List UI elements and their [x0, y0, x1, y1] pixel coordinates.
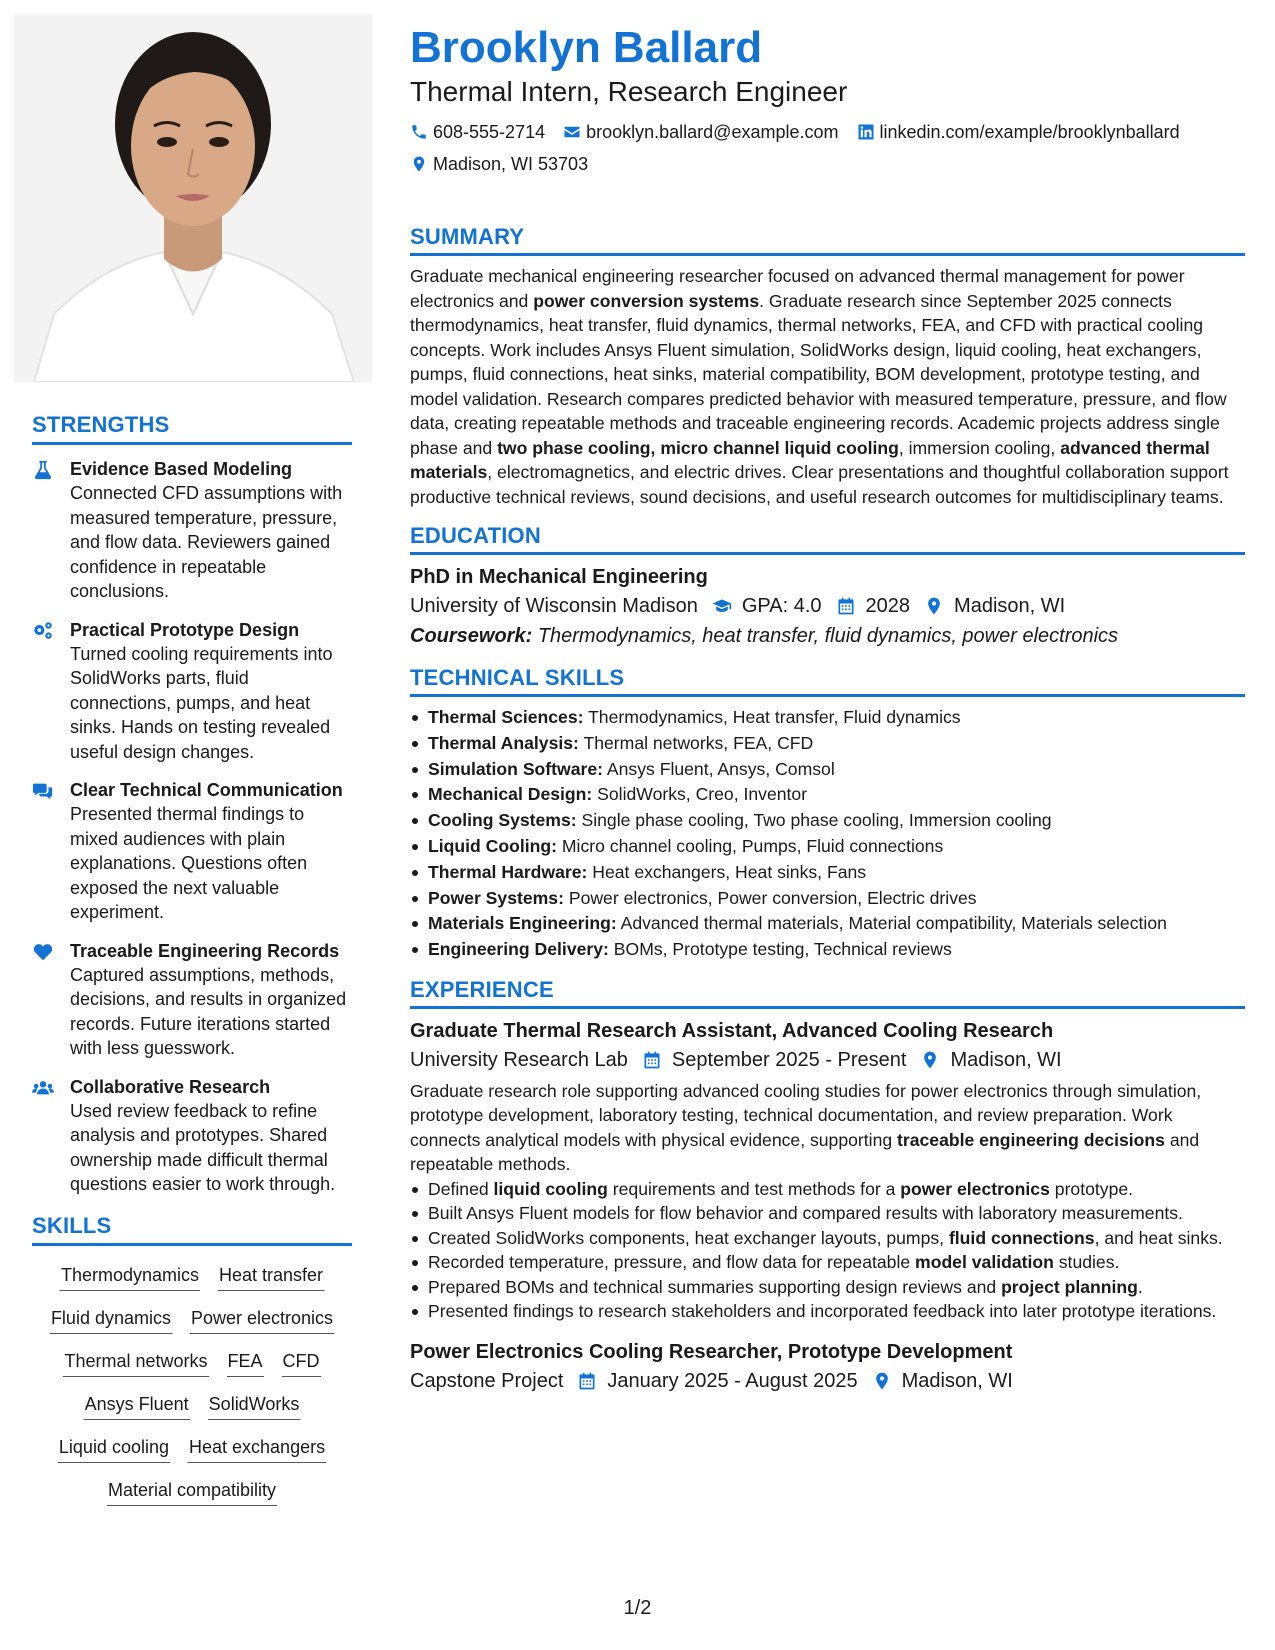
technical-skills-list [410, 705, 1245, 963]
skills-section [32, 1213, 352, 1506]
strength-item [32, 618, 352, 765]
technical-skills-heading: TECHNICAL SKILLS [410, 665, 1245, 697]
profile-photo [14, 14, 372, 382]
job-dates: September 2025 - Present [642, 1045, 907, 1075]
strength-item [32, 457, 352, 604]
strength-item [32, 1075, 352, 1197]
education-section [410, 523, 1245, 651]
skill-chip: Liquid cooling [58, 1434, 170, 1463]
left-sections [32, 412, 352, 1506]
phone-icon [410, 123, 428, 141]
gpa: GPA: 4.0 [712, 591, 822, 621]
skill-chip: Thermal networks [63, 1348, 208, 1377]
contact-email[interactable] [563, 116, 838, 148]
calendar-icon [577, 1371, 597, 1391]
strength-title: Collaborative Research [70, 1076, 271, 1097]
candidate-title: Thermal Intern, Research Engineer [410, 76, 848, 107]
list-item: Liquid Cooling: Micro channel cooling, Pumps, Fluid connections [410, 834, 1245, 860]
job-description: Graduate research role supporting advanced cooling studies for power electronics through simulation, prototype development, laboratory testing, technical documentation, and review preparation. Work connects analytical models with physical evidence, supporting traceable engineering decisions and repeatable methods. [410, 1080, 1202, 1175]
skill-chip: Thermodynamics [60, 1262, 200, 1291]
list-item: Thermal Sciences: Thermodynamics, Heat transfer, Fluid dynamics [410, 705, 1245, 731]
email-text: brooklyn.ballard@example.com [586, 122, 839, 142]
list-item: Thermal Hardware: Heat exchangers, Heat sinks, Fans [410, 860, 1245, 886]
technical-skills-section [410, 665, 1245, 963]
education-location: Madison, WI [924, 591, 1065, 621]
list-item: Presented findings to research stakeholders and incorporated feedback into later prototype iterations. [410, 1299, 1245, 1324]
education-meta [410, 591, 1245, 621]
skill-chip: Ansys Fluent [84, 1391, 190, 1420]
strength-title: Clear Technical Communication [70, 780, 343, 800]
strength-description: Presented thermal findings to mixed audiences with plain explanations. Questions often exposed the next valuable experiment. [70, 804, 308, 922]
skills-heading: SKILLS [32, 1213, 352, 1246]
linkedin-text: linkedin.com/example/brooklynballard [879, 122, 1180, 142]
education-heading: EDUCATION [410, 523, 1245, 555]
skill-chip: CFD [282, 1348, 321, 1377]
graduation-cap-icon [712, 596, 732, 616]
job-entry [410, 1338, 1245, 1396]
heart-icon [32, 939, 70, 1061]
list-item: Recorded temperature, pressure, and flow data for repeatable model validation studies. [410, 1250, 1245, 1275]
experience-section [410, 977, 1245, 1396]
job-title: Graduate Thermal Research Assistant, Advanced Cooling Research [410, 1019, 1054, 1042]
degree-title: PhD in Mechanical Engineering [410, 566, 708, 588]
job-location: Madison, WI [872, 1366, 1013, 1396]
list-item: Materials Engineering: Advanced thermal materials, Material compatibility, Materials selection [410, 911, 1245, 937]
contact-phone[interactable] [410, 116, 545, 148]
strengths-heading: STRENGTHS [32, 412, 352, 445]
list-item: Simulation Software: Ansys Fluent, Ansys, Comsol [410, 757, 1245, 783]
experience-heading: EXPERIENCE [410, 977, 1245, 1009]
map-pin-icon [920, 1050, 940, 1070]
skill-chip: Fluid dynamics [50, 1305, 172, 1334]
list-item: Power Systems: Power electronics, Power conversion, Electric drives [410, 886, 1245, 912]
graduation-year: 2028 [836, 591, 911, 621]
strength-description: Used review feedback to refine analysis and prototypes. Shared ownership made difficult thermal questions easier to work through. [70, 1100, 336, 1194]
list-item: Mechanical Design: SolidWorks, Creo, Inventor [410, 782, 1245, 808]
map-pin-icon [410, 155, 428, 173]
summary-section [410, 224, 1245, 509]
map-pin-icon [924, 596, 944, 616]
list-item: Engineering Delivery: BOMs, Prototype testing, Technical reviews [410, 937, 1245, 963]
list-item: Cooling Systems: Single phase cooling, Two phase cooling, Immersion cooling [410, 808, 1245, 834]
skill-chip: Power electronics [190, 1305, 334, 1334]
page-number: 1/2 [623, 1597, 652, 1619]
calendar-icon [642, 1050, 662, 1070]
right-column [410, 22, 1245, 1396]
strength-description: Captured assumptions, methods, decisions, and results in organized records. Future iterations started with less guesswork. [70, 964, 347, 1058]
candidate-name: Brooklyn Ballard [410, 23, 763, 72]
job-meta [410, 1366, 1245, 1396]
summary-heading: SUMMARY [410, 224, 1245, 256]
job-org: University Research Lab [410, 1048, 628, 1071]
job-org: Capstone Project [410, 1369, 564, 1392]
linkedin-icon [857, 123, 875, 141]
location-text: Madison, WI 53703 [433, 154, 589, 174]
comments-icon [32, 778, 70, 925]
envelope-icon [563, 123, 581, 141]
map-pin-icon [872, 1371, 892, 1391]
skills-chips [32, 1258, 352, 1506]
list-item: Prepared BOMs and technical summaries supporting design reviews and project planning. [410, 1275, 1245, 1300]
coursework: Coursework: Thermodynamics, heat transfer, fluid dynamics, power electronics [410, 625, 1119, 647]
school-name: University of Wisconsin Madison [410, 595, 698, 617]
list-item: Defined liquid cooling requirements and test methods for a power electronics prototype. [410, 1177, 1245, 1202]
skill-chip: Material compatibility [107, 1477, 277, 1506]
job-dates: January 2025 - August 2025 [577, 1366, 857, 1396]
job-entry [410, 1017, 1245, 1324]
skill-chip: FEA [227, 1348, 264, 1377]
strength-item [32, 778, 352, 925]
job-title: Power Electronics Cooling Researcher, Prototype Development [410, 1340, 1013, 1363]
list-item: Created SolidWorks components, heat exchanger layouts, pumps, fluid connections, and heat sinks. [410, 1226, 1245, 1251]
phone-text: 608-555-2714 [433, 122, 546, 142]
strength-item [32, 939, 352, 1061]
strength-title: Evidence Based Modeling [70, 459, 293, 479]
users-icon [32, 1075, 70, 1197]
contact-info [410, 116, 1245, 180]
gears-icon [32, 618, 70, 765]
list-item: Built Ansys Fluent models for flow behavior and compared results with laboratory measurements. [410, 1201, 1245, 1226]
job-meta [410, 1045, 1245, 1075]
skill-chip: SolidWorks [208, 1391, 301, 1420]
strength-description: Turned cooling requirements into SolidWorks parts, fluid connections, pumps, and heat sinks. Hands on testing revealed useful design changes. [70, 643, 333, 762]
flask-icon [32, 457, 70, 604]
skill-chip: Heat transfer [218, 1262, 324, 1291]
skill-chip: Heat exchangers [188, 1434, 326, 1463]
job-location: Madison, WI [920, 1045, 1061, 1075]
list-item: Thermal Analysis: Thermal networks, FEA, CFD [410, 731, 1245, 757]
calendar-icon [836, 596, 856, 616]
contact-location [410, 148, 588, 180]
contact-linkedin[interactable] [857, 116, 1180, 148]
strength-title: Traceable Engineering Records [70, 940, 340, 961]
job-bullets [410, 1177, 1245, 1324]
summary-text: Graduate mechanical engineering researcher focused on advanced thermal management for power electronics and power conversion systems. Graduate research since September 2025 connects thermodynamics, heat transfer, fluid dynamics, thermal networks, FEA, and CFD with practical cooling concepts. Work includes Ansys Fluent simulation, SolidWorks design, liquid cooling, heat exchangers, pumps, fluid connections, heat sinks, material compatibility, BOM development, prototype testing, and model validation. Research compares predicted behavior with measured temperature, pressure, and flow data, creating repeatable methods and traceable engineering records. Academic projects address single phase and two phase cooling, micro channel liquid cooling, immersion cooling, advanced thermal materials, electromagnetics, and electric drives. Clear presentations and thoughtful collaboration support productive technical reviews, sound decisions, and useful research outcomes for multidisciplinary teams. [410, 266, 1229, 507]
strength-title: Practical Prototype Design [70, 619, 300, 640]
strength-description: Connected CFD assumptions with measured temperature, pressure, and flow data. Reviewers gained confidence in repeatable conclusions. [70, 483, 343, 601]
left-column [0, 0, 375, 1650]
